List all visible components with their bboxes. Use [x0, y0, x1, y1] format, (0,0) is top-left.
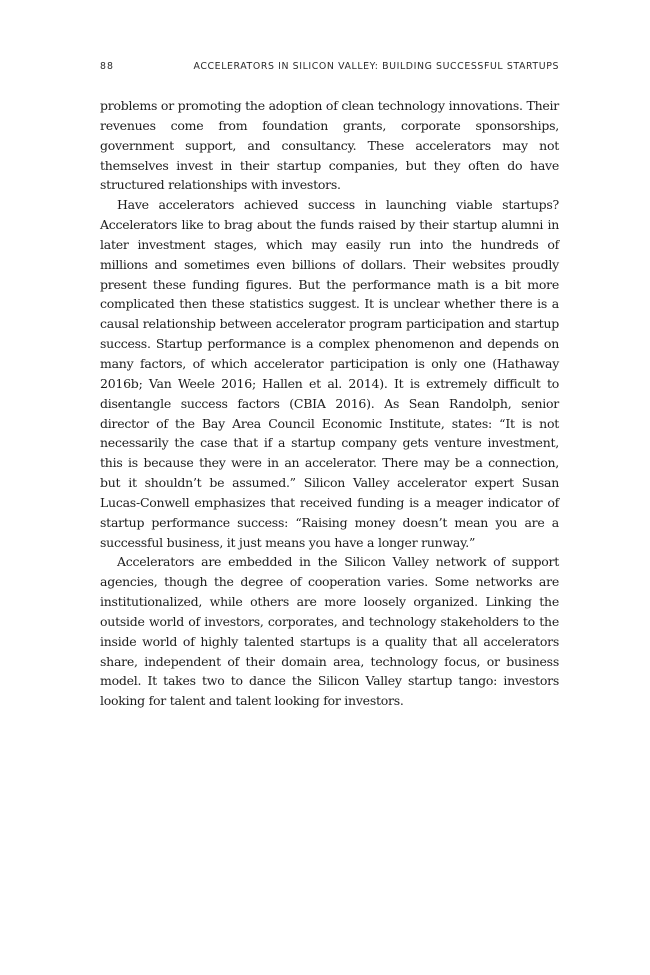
paragraph: Have accelerators achieved success in launching viable startups? Accelerators like to brag about the funds raised by their startup alumni in later investment stages, which may easily run into the hundreds of millions and sometimes even billions of dollars. Their websites proudly present these funding figures. But the performance math is a bit more complicated then these statistics suggest. It is unclear whether there is a causal relationship between accelerator program participation and startup success. Startup performance is a complex phenomenon and depends on many factors, of which accelerator participation is only one (Hathaway 2016b; Van Weele 2016; Hallen et al. 2014). It is extremely difficult to disentangle success factors (CBIA 2016). As Sean Randolph, senior director of the Bay Area Council Economic Institute, states: “It is not necessarily the case that if a startup company gets venture investment, this is because they were in an accelerator. There may be a connection, but it shouldn’t be assumed.” Silicon Valley accelerator expert Susan Lucas-Conwell emphasizes that received funding is a meager indicator of startup performance success: “Raising money doesn’t mean you are a successful business, it just means you have a longer runway.”: [100, 197, 559, 550]
paragraph: problems or promoting the adoption of clean technology innovations. Their revenues come from foundation grants, corporate sponsorships, government support, and consultancy. These accelerators may not themselves invest in their startup companies, but they often do have structured relationships with investors.: [100, 98, 559, 193]
body-text: [100, 96, 559, 711]
paragraph: Accelerators are embedded in the Silicon Valley network of support agencies, though the degree of cooperation varies. Some networks are institutionalized, while others are more loosely organized. Linking the outside world of investors, corporates, and technology stakeholders to the inside world of highly talented startups is a quality that all accelerators share, independent of their domain area, technology focus, or business model. It takes two to dance the Silicon Valley startup tango: investors looking for talent and talent looking for investors.: [100, 554, 559, 709]
page-number: 88: [100, 61, 114, 72]
running-title: ACCELERATORS IN SILICON VALLEY: BUILDING SUCCESSFUL STARTUPS: [193, 61, 559, 72]
running-header: [100, 61, 559, 77]
